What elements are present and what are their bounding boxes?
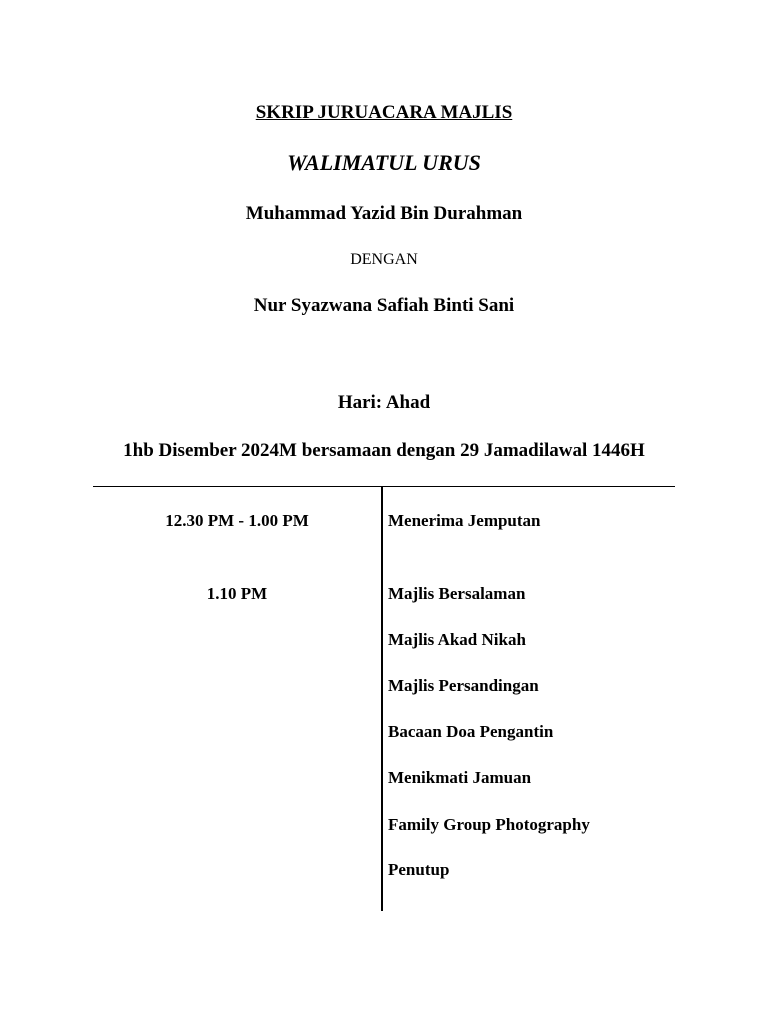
document-title: SKRIP JURUACARA MAJLIS [255, 102, 513, 123]
connector-text: DENGAN [350, 251, 418, 268]
schedule-item: Majlis Akad Nikah [388, 630, 526, 649]
schedule-item: Penutup [388, 860, 450, 879]
schedule-time-slot: 1.10 PM [206, 584, 268, 603]
event-date: 1hb Disember 2024M bersamaan dengan 29 Jamadilawal 1446H [123, 440, 645, 461]
schedule-item: Majlis Bersalaman [388, 584, 526, 603]
schedule-item: Bacaan Doa Pengantin [388, 722, 554, 741]
schedule-column-divider [381, 487, 383, 911]
schedule-time-slot: 12.30 PM - 1.00 PM [165, 511, 309, 530]
schedule-item: Menerima Jemputan [388, 511, 541, 530]
schedule-item: Menikmati Jamuan [388, 768, 532, 787]
schedule-item: Majlis Persandingan [388, 676, 539, 695]
schedule-top-divider [93, 486, 675, 487]
groom-name: Muhammad Yazid Bin Durahman [245, 203, 523, 224]
event-day: Hari: Ahad [337, 392, 431, 413]
schedule-item: Family Group Photography [388, 815, 590, 834]
bride-name: Nur Syazwana Safiah Binti Sani [253, 295, 515, 316]
event-subtitle: WALIMATUL URUS [287, 150, 481, 175]
